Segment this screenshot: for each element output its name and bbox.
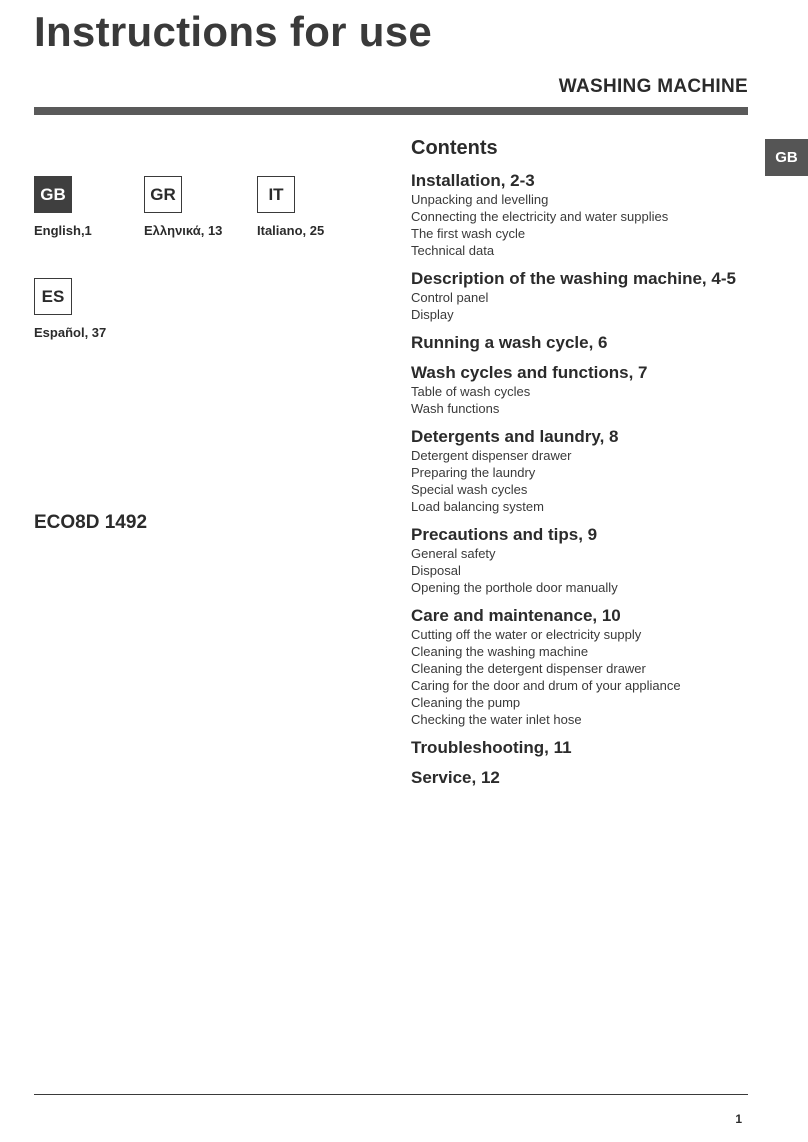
- contents-heading: Contents: [411, 137, 498, 159]
- footer-rule: [34, 1094, 748, 1095]
- section-item[interactable]: Technical data: [411, 243, 495, 258]
- section-item[interactable]: Opening the porthole door manually: [411, 580, 618, 595]
- section-item[interactable]: Detergent dispenser drawer: [411, 448, 572, 463]
- section-item[interactable]: Caring for the door and drum of your appliance: [411, 678, 681, 693]
- header-rule: [34, 107, 748, 115]
- section-items: [411, 191, 756, 259]
- language-label: Ελληνικά, 13: [144, 223, 223, 238]
- contents-section: [411, 269, 756, 323]
- section-item[interactable]: Control panel: [411, 290, 489, 305]
- contents-section: [411, 768, 756, 788]
- contents-section: [411, 606, 756, 728]
- contents-section: [411, 363, 756, 417]
- section-title-link[interactable]: Running a wash cycle, 6: [411, 333, 608, 352]
- contents-sections: [411, 171, 756, 788]
- section-title-link[interactable]: Installation, 2-3: [411, 171, 535, 190]
- document-title: Instructions for use: [34, 8, 433, 55]
- section-item[interactable]: Special wash cycles: [411, 482, 528, 497]
- contents-section: [411, 333, 756, 353]
- section-item[interactable]: Cutting off the water or electricity supply: [411, 627, 642, 642]
- language-code-box: GB: [34, 176, 72, 213]
- language-gr[interactable]: [144, 176, 222, 238]
- section-item[interactable]: Cleaning the detergent dispenser drawer: [411, 661, 646, 676]
- section-item[interactable]: Load balancing system: [411, 499, 544, 514]
- section-item[interactable]: General safety: [411, 546, 496, 561]
- section-item[interactable]: Display: [411, 307, 454, 322]
- table-of-contents: [411, 137, 756, 798]
- section-item[interactable]: Checking the water inlet hose: [411, 712, 582, 727]
- section-item[interactable]: Preparing the laundry: [411, 465, 536, 480]
- section-title-link[interactable]: Detergents and laundry, 8: [411, 427, 619, 446]
- contents-section: [411, 738, 756, 758]
- section-item[interactable]: Wash functions: [411, 401, 500, 416]
- section-title-link[interactable]: Service, 12: [411, 768, 500, 787]
- language-it[interactable]: [257, 176, 324, 238]
- section-title-link[interactable]: Wash cycles and functions, 7: [411, 363, 648, 382]
- section-title-link[interactable]: Precautions and tips, 9: [411, 525, 598, 544]
- contents-section: [411, 171, 756, 259]
- language-code-box: ES: [34, 278, 72, 315]
- section-item[interactable]: Cleaning the pump: [411, 695, 521, 710]
- page-number: 1: [735, 1112, 742, 1126]
- section-item[interactable]: Unpacking and levelling: [411, 192, 549, 207]
- contents-section: [411, 525, 756, 596]
- section-items: [411, 626, 756, 728]
- section-title-link[interactable]: Care and maintenance, 10: [411, 606, 621, 625]
- section-item[interactable]: Disposal: [411, 563, 461, 578]
- language-side-tab[interactable]: GB: [765, 139, 808, 176]
- language-label: English,1: [34, 223, 92, 238]
- section-item[interactable]: Table of wash cycles: [411, 384, 531, 399]
- section-item[interactable]: The first wash cycle: [411, 226, 526, 241]
- language-code-box: IT: [257, 176, 295, 213]
- section-title-link[interactable]: Description of the washing machine, 4-5: [411, 269, 736, 288]
- section-items: [411, 289, 756, 323]
- section-items: [411, 447, 756, 515]
- document-subtitle: WASHING MACHINE: [558, 76, 748, 97]
- section-items: [411, 383, 756, 417]
- language-gb[interactable]: [34, 176, 92, 238]
- section-item[interactable]: Cleaning the washing machine: [411, 644, 589, 659]
- language-label: Italiano, 25: [257, 223, 325, 238]
- model-number: ECO8D 1492: [34, 512, 148, 533]
- language-es[interactable]: [34, 278, 106, 340]
- section-items: [411, 545, 756, 596]
- section-item[interactable]: Connecting the electricity and water supplies: [411, 209, 669, 224]
- contents-section: [411, 427, 756, 515]
- section-title-link[interactable]: Troubleshooting, 11: [411, 738, 572, 757]
- language-code-box: GR: [144, 176, 182, 213]
- language-label: Español, 37: [34, 325, 107, 340]
